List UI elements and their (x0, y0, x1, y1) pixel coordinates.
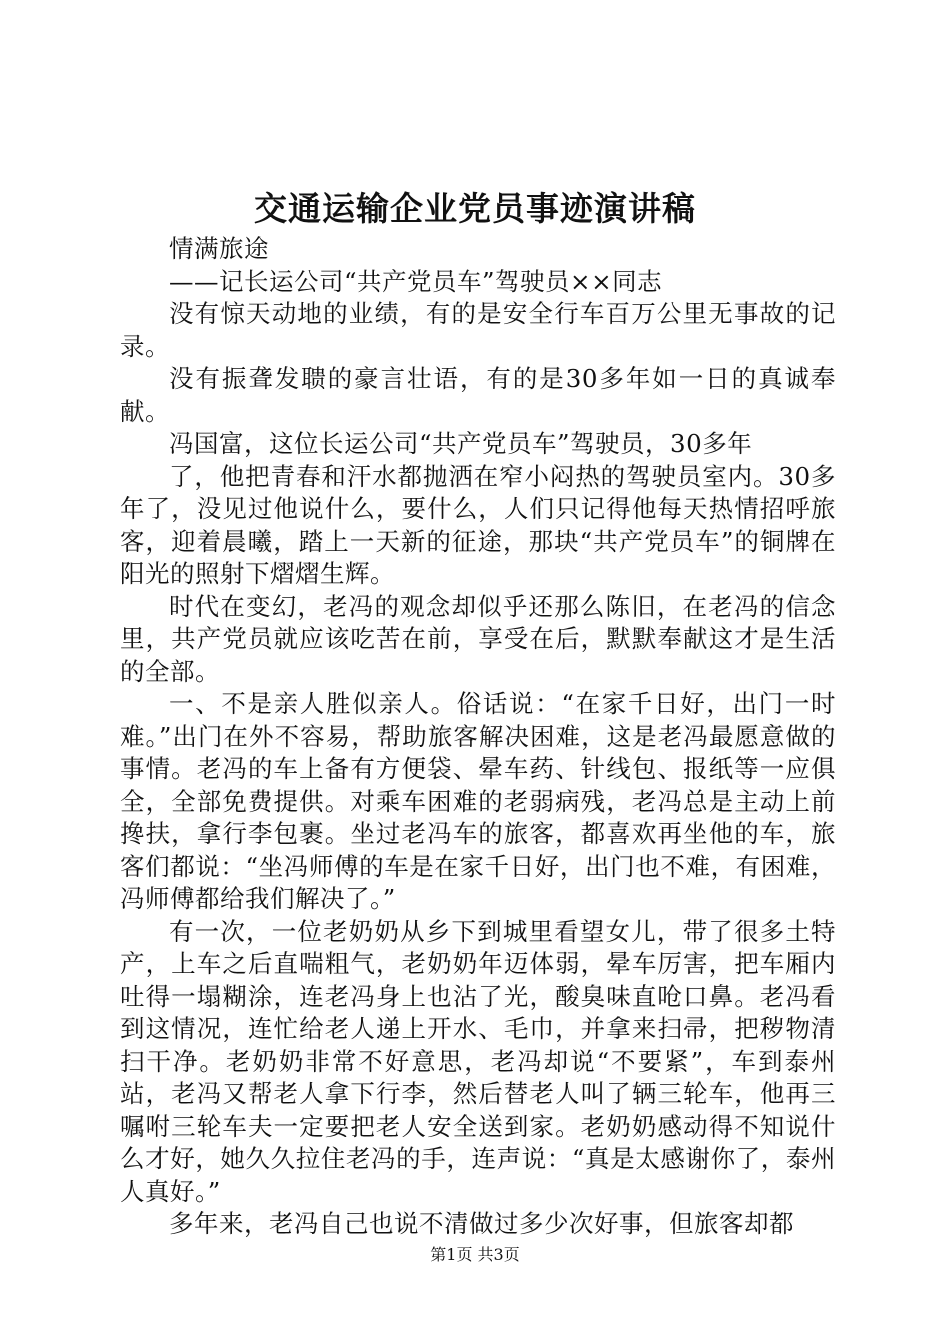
paragraph: 冯国富，这位长运公司“共产党员车”驾驶员，30多年 (169, 429, 753, 458)
page-footer: 第1页 共3页 (430, 1245, 520, 1264)
paragraph: 没有振聋发聩的豪言壮语，有的是30多年如一日的真诚奉献。 (120, 364, 836, 426)
paragraph: 没有惊天动地的业绩，有的是安全行车百万公里无事故的记录。 (120, 299, 836, 361)
paragraph-byline: ——记长运公司“共产党员车”驾驶员××同志 (169, 266, 663, 296)
document-title: 交通运输企业党员事迹演讲稿 (254, 189, 696, 228)
paragraph: 多年来，老冯自己也说不清做过多少次好事，但旅客却都 (169, 1209, 794, 1238)
paragraph: 时代在变幻，老冯的观念却似乎还那么陈旧，在老冯的信念里，共产党员就应该吃苦在前，享受在后，默默奉献这才是生活的全部。 (120, 591, 836, 686)
document-body (120, 233, 836, 1241)
paragraph-continuation: 了，他把青春和汗水都抛洒在窄小闷热的驾驶员室内。30多年了，没见过他说什么，要什么，人们只记得他每天热情招呼旅客，迎着晨曦，踏上一天新的征途，那块“共产党员车”的铜牌在阳光的照射下熠熠生辉。 (120, 461, 836, 588)
paragraph: 有一次，一位老奶奶从乡下到城里看望女儿，带了很多土特产，上车之后直喘粗气，老奶奶年迈体弱，晕车厉害，把车厢内吐得一塌糊涂，连老冯身上也沾了光，酸臭味直呛口鼻。老冯看到这情况，连忙给老人递上开水、毛巾，并拿来扫帚，把秽物清扫干净。老奶奶非常不好意思，老冯却说“不要紧”，车到泰州站，老冯又帮老人拿下行李，然后替老人叫了辆三轮车，他再三嘱咐三轮车夫一定要把老人安全送到家。老奶奶感动得不知说什么才好，她久久拉住老冯的手，连声说：“真是太感谢你了，泰州人真好。” (120, 916, 836, 1206)
paragraph: 一、不是亲人胜似亲人。俗话说：“在家千日好，出门一时难。”出门在外不容易，帮助旅客解决困难，这是老冯最愿意做的事情。老冯的车上备有方便袋、晕车药、针线包、报纸等一应俱全，全部免费提供。对乘车困难的老弱病残，老冯总是主动上前搀扶，拿行李包裹。坐过老冯车的旅客，都喜欢再坐他的车，旅客们都说：“坐冯师傅的车是在家千日好，出门也不难，有困难，冯师傅都给我们解决了。” (120, 689, 836, 913)
paragraph-subtitle: 情满旅途 (169, 234, 269, 263)
